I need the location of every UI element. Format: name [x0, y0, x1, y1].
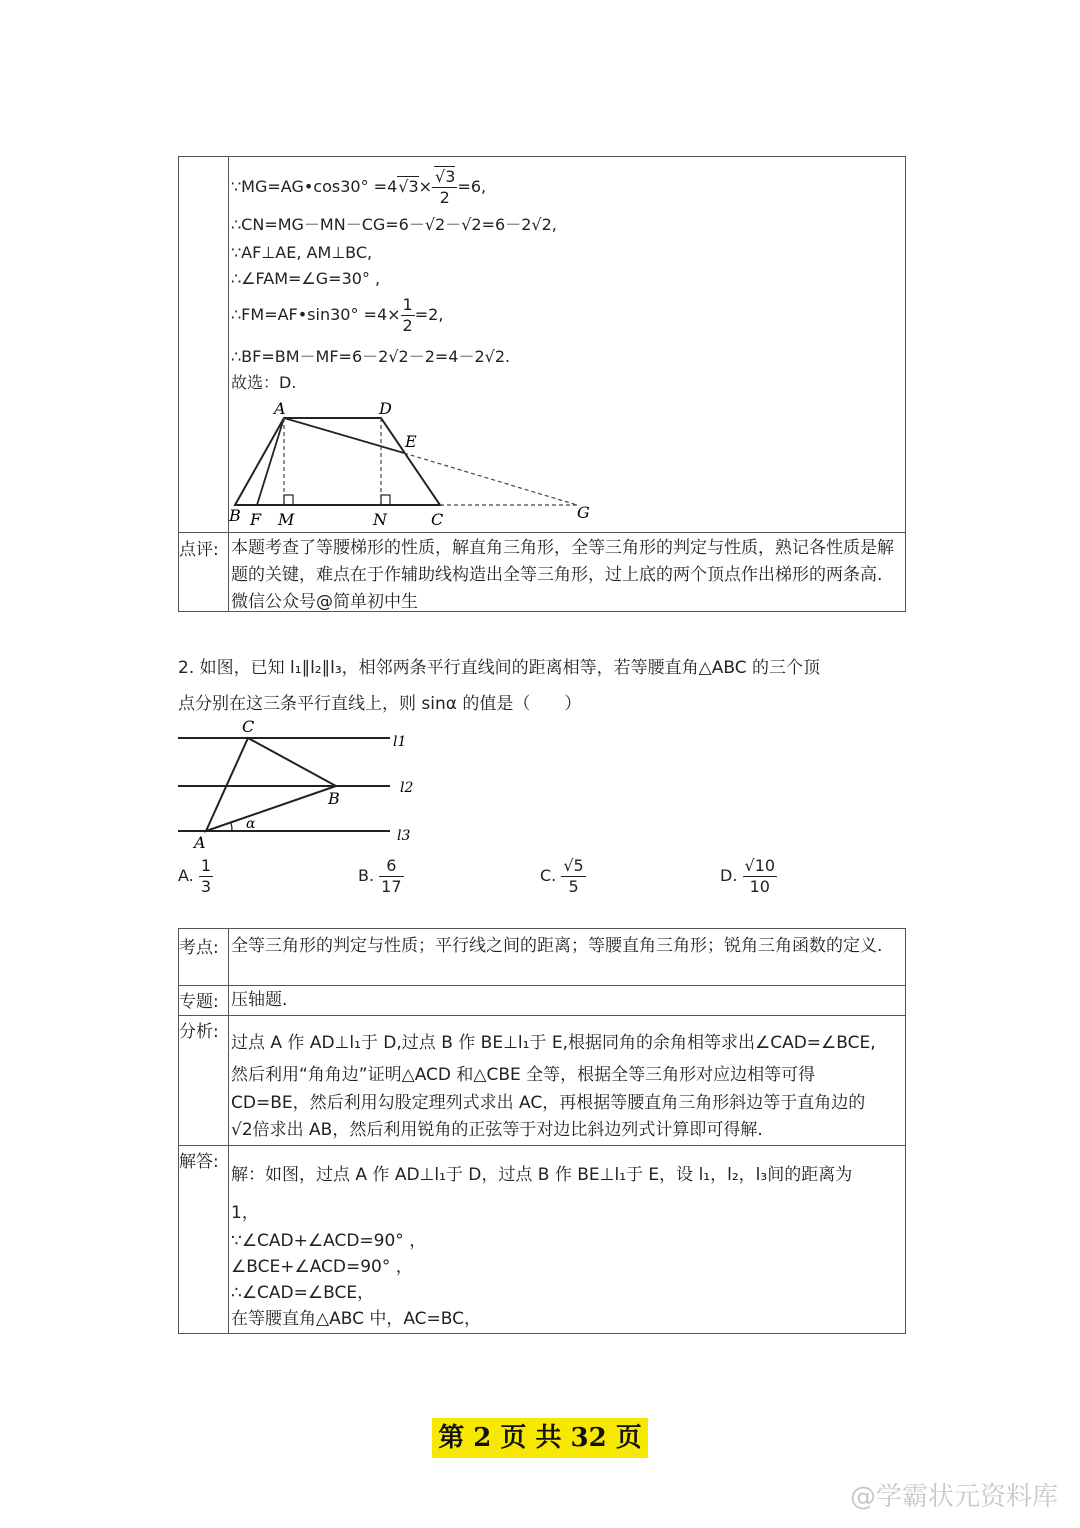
solution-line-2: ∴CN=MG－MN－CG=6－√2－√2=6－2√2,	[231, 215, 557, 234]
solution-line-4: ∴∠FAM=∠G=30° ,	[231, 269, 381, 288]
page-indicator: 第 2 页 共 32 页	[432, 1418, 648, 1458]
option-c-letter: C.	[540, 866, 557, 885]
fenxi-line-1: 过点 A 作 AD⊥l₁于 D,过点 B 作 BE⊥l₁于 E,根据同角的余角相等求出∠CAD=∠BCE,	[231, 1033, 876, 1053]
jieda-label: 解答:	[179, 1152, 219, 1172]
option-d-fraction: $\frac{√10}{10}$	[744, 856, 776, 896]
fenxi-row	[179, 1015, 905, 1146]
option-a-fraction: $\frac{1}{3}$	[200, 856, 212, 896]
solution-box	[178, 156, 906, 612]
label-B: B	[229, 506, 241, 525]
label-M: M	[278, 510, 295, 529]
label-F: F	[250, 510, 262, 529]
label-l1: l1	[393, 734, 407, 750]
fenxi-line-4: √2倍求出 AB，然后利用锐角的正弦等于对边比斜边列式计算即可得解.	[231, 1120, 763, 1140]
review-label: 点评:	[179, 540, 219, 560]
solution-line-7: 故选：D.	[231, 373, 297, 392]
solution-line-6: ∴BF=BM－MF=6－2√2－2=4－2√2.	[231, 347, 511, 366]
analysis-table	[178, 928, 906, 1334]
label-A: A	[274, 399, 286, 418]
parallel-lines-figure	[176, 716, 426, 852]
kaodian-label: 考点:	[179, 938, 219, 958]
label-G: G	[577, 503, 590, 522]
question2-line2: 点分别在这三条平行直线上，则 sinα 的值是（ ）	[178, 694, 582, 714]
jieda-line-5: ∴∠CAD=∠BCE，	[231, 1283, 375, 1303]
label-l2: l2	[400, 780, 414, 796]
kaodian-text: 全等三角形的判定与性质；平行线之间的距离；等腰直角三角形；锐角三角函数的定义.	[231, 936, 883, 956]
option-d-letter: D.	[720, 866, 738, 885]
jieda-line-4: ∠BCE+∠ACD=90° ，	[231, 1257, 413, 1277]
zhuanti-text: 压轴题.	[231, 990, 288, 1010]
fenxi-label: 分析:	[179, 1022, 219, 1042]
label-l3: l3	[397, 828, 411, 844]
fenxi-line-2: 然后利用“角角边”证明△ACD 和△CBE 全等，根据全等三角形对应边相等可得	[231, 1065, 816, 1085]
label-D: D	[379, 399, 392, 418]
watermark: @学霸状元资料库	[849, 1482, 1058, 1512]
zhuanti-row	[179, 985, 905, 1016]
option-c-fraction: $\frac{√5}{5}$	[563, 856, 584, 896]
jieda-row	[179, 1145, 905, 1333]
option-b	[358, 856, 404, 897]
label-C: C	[242, 717, 255, 736]
label-N: N	[373, 510, 387, 529]
option-a	[178, 856, 213, 897]
jieda-line-6: 在等腰直角△ABC 中，AC=BC，	[231, 1309, 482, 1329]
option-c	[540, 856, 586, 897]
solution-line-5: ∴FM=AF•sin30° =4× $\frac{1}{2}$ =2,	[231, 295, 444, 335]
jieda-line-1: 解：如图，过点 A 作 AD⊥l₁于 D，过点 B 作 BE⊥l₁于 E，设 l₁，l₂，l₃间的距离为	[231, 1165, 853, 1185]
review-row	[179, 532, 905, 611]
label-alpha: α	[246, 816, 256, 832]
question2-line1: 2. 如图，已知 l₁∥l₂∥l₃，相邻两条平行直线间的距离相等，若等腰直角△ABC 的三个顶	[178, 658, 820, 678]
option-d	[720, 856, 777, 897]
review-text: 本题考查了等腰梯形的性质，解直角三角形，全等三角形的判定与性质，熟记各性质是解题的关键，难点在于作辅助线构造出全等三角形，过上底的两个顶点作出梯形的两条高. 微信公众号@简单初中生	[231, 538, 894, 612]
label-B: B	[328, 789, 340, 808]
trapezoid-figure	[227, 397, 607, 537]
fenxi-line-3: CD=BE，然后利用勾股定理列式求出 AC，再根据等腰直角三角形斜边等于直角边的	[231, 1093, 866, 1113]
solution-line-3: ∵AF⊥AE, AM⊥BC,	[231, 243, 373, 262]
label-E: E	[405, 432, 417, 451]
jieda-line-2: 1，	[231, 1203, 259, 1223]
label-C: C	[431, 510, 444, 529]
option-b-fraction: $\frac{6}{17}$	[381, 856, 402, 896]
zhuanti-label: 专题:	[179, 992, 219, 1012]
option-b-letter: B.	[358, 866, 375, 885]
solution-line-1: ∵MG=AG•cos30° =4√3× $\frac{√3}{2}$ =6,	[231, 167, 487, 207]
option-a-letter: A.	[178, 866, 194, 885]
jieda-line-3: ∵∠CAD+∠ACD=90° ，	[231, 1231, 427, 1251]
label-A: A	[194, 833, 206, 852]
